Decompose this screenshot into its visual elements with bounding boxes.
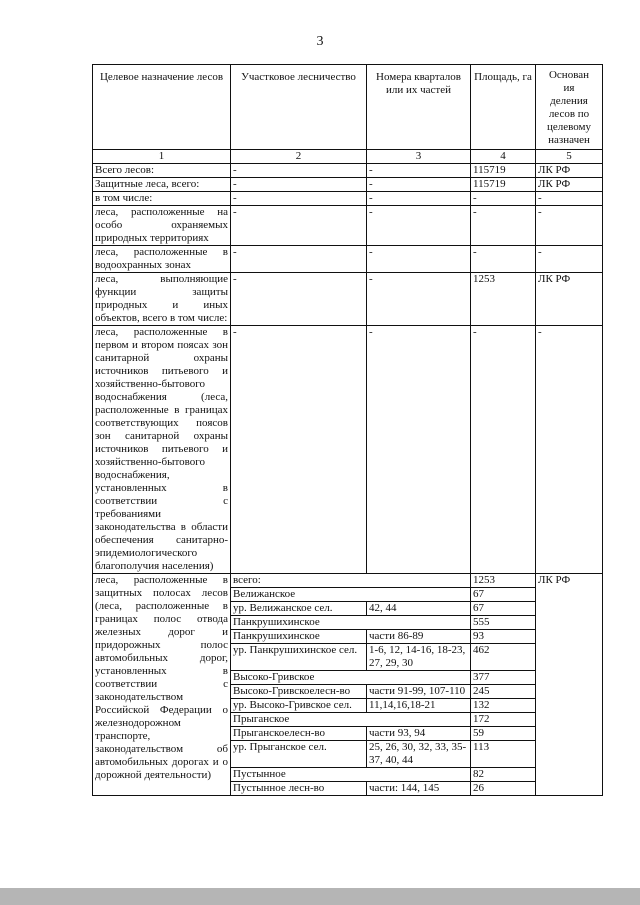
cell-district: ур. Высоко-Гривское сел. [231, 699, 367, 713]
table-row [93, 178, 603, 192]
cell-district: Прыганскоелесн-во [231, 727, 367, 741]
cell-basis: ЛК РФ [536, 164, 603, 178]
header-quarters: Номера кварталов или их частей [367, 65, 471, 150]
cell-basis: ЛК РФ [536, 273, 603, 326]
cell-district: Прыганское [231, 713, 471, 727]
cell-purpose: леса, расположенные на особо охраняемых природных территориях [93, 206, 231, 246]
cell-quarters: 42, 44 [367, 602, 471, 616]
cell-area: 245 [471, 685, 536, 699]
cell-area: - [471, 192, 536, 206]
cell-district: - [231, 192, 367, 206]
cell-basis: - [536, 246, 603, 273]
cell-area: 113 [471, 741, 536, 768]
cell-district: Высоко-Гривское [231, 671, 471, 685]
header-purpose: Целевое назначение лесов [93, 65, 231, 150]
cell-district: Пустынное лесн-во [231, 782, 367, 796]
cell-district: - [231, 206, 367, 246]
cell-quarters: - [367, 164, 471, 178]
cell-basis: - [536, 206, 603, 246]
cell-area: - [471, 326, 536, 574]
cell-area: 59 [471, 727, 536, 741]
header-area: Площадь, га [471, 65, 536, 150]
cell-district: - [231, 178, 367, 192]
page-number: 3 [316, 34, 324, 49]
cell-area: 115719 [471, 178, 536, 192]
cell-area: 172 [471, 713, 536, 727]
table-row [93, 326, 603, 574]
cell-purpose: Защитные леса, всего: [93, 178, 231, 192]
cell-area: 67 [471, 588, 536, 602]
column-number: 3 [367, 150, 471, 164]
cell-area: 462 [471, 644, 536, 671]
cell-quarters: - [367, 273, 471, 326]
header-district: Участковое лесничество [231, 65, 367, 150]
column-number: 5 [536, 150, 603, 164]
cell-quarters: части: 144, 145 [367, 782, 471, 796]
cell-district: всего: [231, 574, 471, 588]
cell-district: - [231, 246, 367, 273]
table-row [93, 273, 603, 326]
cell-basis: - [536, 192, 603, 206]
table-row [93, 574, 603, 588]
cell-basis: - [536, 326, 603, 574]
forest-purpose-table [92, 64, 603, 796]
cell-area: 1253 [471, 574, 536, 588]
cell-quarters: - [367, 246, 471, 273]
cell-district: Панкрушихинское [231, 630, 367, 644]
table-row [93, 164, 603, 178]
cell-quarters: части 93, 94 [367, 727, 471, 741]
cell-quarters: 11,14,16,18-21 [367, 699, 471, 713]
cell-quarters: части 86-89 [367, 630, 471, 644]
table-row [93, 192, 603, 206]
cell-district: Высоко-Гривскоелесн-во [231, 685, 367, 699]
table-row [93, 206, 603, 246]
cell-area: 555 [471, 616, 536, 630]
cell-basis: ЛК РФ [536, 178, 603, 192]
cell-area: 115719 [471, 164, 536, 178]
cell-area: 1253 [471, 273, 536, 326]
cell-purpose: в том числе: [93, 192, 231, 206]
cell-district: - [231, 326, 367, 574]
column-number: 1 [93, 150, 231, 164]
cell-quarters: - [367, 178, 471, 192]
cell-area: - [471, 246, 536, 273]
cell-purpose: леса, выполняющие функции защиты природных и иных объектов, всего в том числе: [93, 273, 231, 326]
cell-area: 377 [471, 671, 536, 685]
cell-area: 67 [471, 602, 536, 616]
cell-district: Панкрушихинское [231, 616, 471, 630]
cell-district: ур. Прыганское сел. [231, 741, 367, 768]
cell-area: 93 [471, 630, 536, 644]
cell-quarters: - [367, 192, 471, 206]
column-number: 4 [471, 150, 536, 164]
bottom-bar [0, 888, 640, 905]
cell-purpose: леса, расположенные в защитных полосах лесов (леса, расположенные в границах полос отвода железных дорог и придорожных полос автомобильных дорог, установленных в соответствии с законодательством Российской Федерации о железнодорожном транспорте, законодательством об автомобильных дорогах и о дорожной деятельности) [93, 574, 231, 796]
cell-basis: ЛК РФ [536, 574, 603, 796]
cell-district: ур. Панкрушихинское сел. [231, 644, 367, 671]
cell-district: - [231, 273, 367, 326]
cell-district: Пустынное [231, 768, 471, 782]
column-number-row [93, 150, 603, 164]
column-number: 2 [231, 150, 367, 164]
table-row [93, 246, 603, 273]
cell-area: 82 [471, 768, 536, 782]
header-row [93, 65, 603, 150]
cell-area: 26 [471, 782, 536, 796]
cell-area: - [471, 206, 536, 246]
cell-quarters: 1-6, 12, 14-16, 18-23, 27, 29, 30 [367, 644, 471, 671]
cell-area: 132 [471, 699, 536, 713]
cell-district: - [231, 164, 367, 178]
header-basis: Основан ия деления лесов по целевому назначен [536, 65, 603, 150]
cell-purpose: леса, расположенные в водоохранных зонах [93, 246, 231, 273]
cell-quarters: 25, 26, 30, 32, 33, 35-37, 40, 44 [367, 741, 471, 768]
cell-purpose: Всего лесов: [93, 164, 231, 178]
cell-quarters: части 91-99, 107-110 [367, 685, 471, 699]
cell-quarters: - [367, 326, 471, 574]
cell-quarters: - [367, 206, 471, 246]
cell-purpose: леса, расположенные в первом и втором поясах зон санитарной охраны источников питьевого и хозяйственно-бытового водоснабжения (леса, расположенные в границах соответствующих поясов зон санитарной охраны источников питьевого и хозяйственно-бытового водоснабжения, установленных в соответствии с требованиями законодательства в области обеспечения санитарно-эпидемиологического благополучия населения) [93, 326, 231, 574]
cell-district: Велижанское [231, 588, 471, 602]
cell-district: ур. Велижанское сел. [231, 602, 367, 616]
